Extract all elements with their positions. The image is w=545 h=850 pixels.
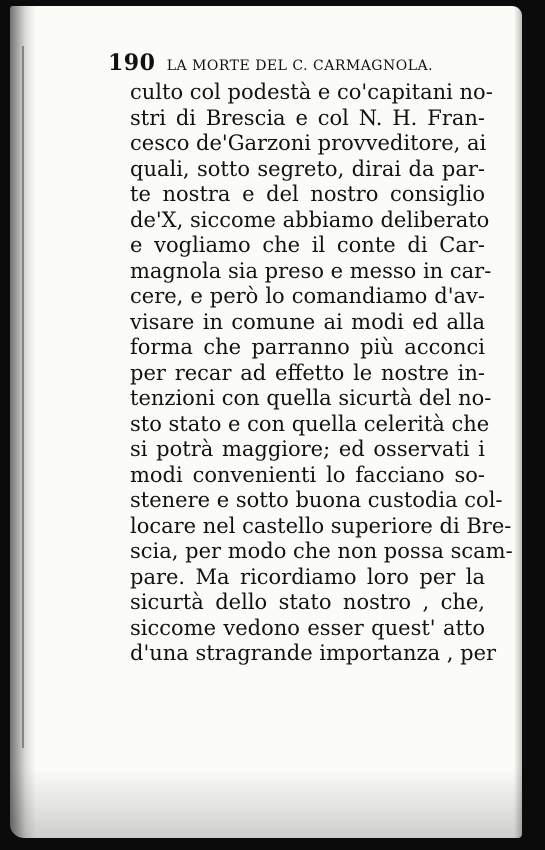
text-line: d'una stragrande importanza , per bbox=[130, 641, 497, 665]
running-head: LA MORTE DEL C. CARMAGNOLA. bbox=[166, 58, 434, 74]
text-line: e vogliamo che il conte di Car- bbox=[130, 233, 485, 257]
text-line: pare. Ma ricordiamo loro per la bbox=[130, 564, 485, 589]
text-line: sto stato e con quella celerità che bbox=[130, 411, 490, 436]
text-line: per recar ad effetto le nostre in- bbox=[130, 360, 485, 385]
text-line: te nostra e del nostro consiglio bbox=[130, 182, 485, 206]
text-line: tenzioni con quella sicurtà del no- bbox=[130, 386, 492, 410]
text-line: siccome vedono esser quest' atto bbox=[130, 615, 485, 640]
text-line: quali, sotto segreto, dirai da par- bbox=[130, 156, 485, 181]
bottom-shadow bbox=[10, 768, 522, 838]
page-number: 190 bbox=[108, 50, 156, 76]
text-line: de'X, siccome abbiamo deliberato bbox=[130, 207, 490, 232]
text-line: magnola sia preso e messo in car- bbox=[130, 258, 492, 283]
gutter-line bbox=[22, 46, 24, 748]
text-line: cesco de'Garzoni provveditore, ai bbox=[130, 131, 487, 155]
text-line: locare nel castello superiore di Bre- bbox=[130, 513, 512, 538]
page-header bbox=[108, 50, 488, 78]
text-line: scia, per modo che non possa scam- bbox=[130, 539, 513, 563]
text-line: si potrà maggiore; ed osservati i bbox=[130, 437, 485, 461]
text-line: cere, e però lo comandiamo d'av- bbox=[130, 284, 485, 308]
text-line: stri di Brescia e col N. H. Fran- bbox=[130, 105, 485, 130]
text-line: visare in comune ai modi ed alla bbox=[130, 309, 485, 334]
text-line: sicurtà dello stato nostro , che, bbox=[130, 590, 485, 614]
page-edge-shadow bbox=[514, 6, 522, 838]
body-text bbox=[130, 80, 513, 667]
text-line: culto col podestà e co'capitani no- bbox=[130, 80, 493, 104]
text-line: forma che parranno più acconci bbox=[130, 335, 485, 359]
text-line: stenere e sotto buona custodia col- bbox=[130, 488, 503, 512]
text-line: modi convenienti lo facciano so- bbox=[130, 462, 485, 487]
